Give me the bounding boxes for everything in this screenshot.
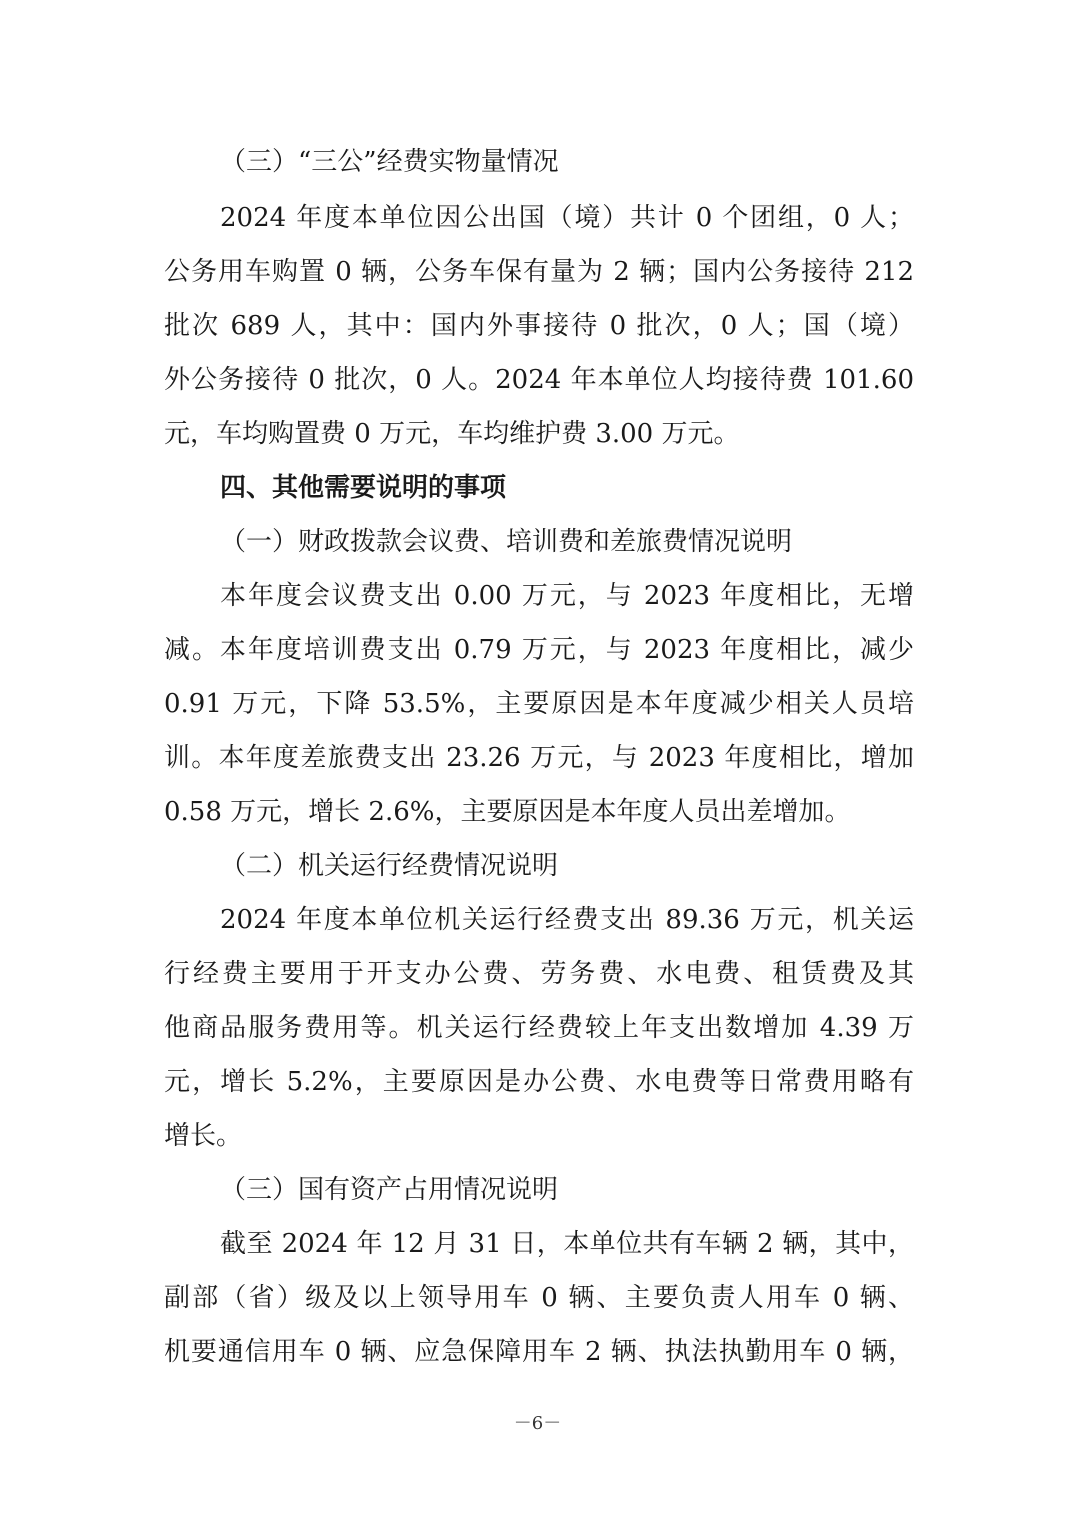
paragraph-line: 0.58 万元，增长 2.6%，主要原因是本年度人员出差增加。 bbox=[164, 797, 851, 827]
paragraph-line: 元，增长 5.2%，主要原因是办公费、水电费等日常费用略有 bbox=[164, 1067, 914, 1097]
paragraph-line: 截至 2024 年 12 月 31 日，本单位共有车辆 2 辆，其中， bbox=[220, 1229, 914, 1259]
page-number: －6－ bbox=[513, 1413, 562, 1434]
paragraph-line: 本年度会议费支出 0.00 万元，与 2023 年度相比，无增 bbox=[220, 581, 914, 611]
subsection-heading-operating-funds: （二）机关运行经费情况说明 bbox=[220, 851, 559, 881]
paragraph-line: 2024 年度本单位机关运行经费支出 89.36 万元，机关运 bbox=[220, 905, 914, 935]
paragraph-line: 批次 689 人，其中：国内外事接待 0 批次，0 人；国（境） bbox=[164, 311, 914, 341]
paragraph-line: 副部（省）级及以上领导用车 0 辆、主要负责人用车 0 辆、 bbox=[164, 1283, 914, 1313]
section-heading-sangong-physical: （三）“三公”经费实物量情况 bbox=[220, 147, 559, 177]
section-heading-four: 四、其他需要说明的事项 bbox=[220, 473, 507, 503]
paragraph-line: 他商品服务费用等。机关运行经费较上年支出数增加 4.39 万 bbox=[164, 1013, 914, 1043]
paragraph-line: 行经费主要用于开支办公费、劳务费、水电费、租赁费及其 bbox=[164, 959, 914, 989]
paragraph-line: 训。本年度差旅费支出 23.26 万元，与 2023 年度相比，增加 bbox=[164, 743, 914, 773]
paragraph-line: 外公务接待 0 批次，0 人。2024 年本单位人均接待费 101.60 bbox=[164, 365, 914, 395]
paragraph-line: 增长。 bbox=[164, 1121, 243, 1151]
paragraph-line: 机要通信用车 0 辆、应急保障用车 2 辆、执法执勤用车 0 辆， bbox=[164, 1337, 914, 1367]
subsection-heading-state-assets: （三）国有资产占用情况说明 bbox=[220, 1175, 559, 1205]
paragraph-line: 减。本年度培训费支出 0.79 万元，与 2023 年度相比，减少 bbox=[164, 635, 914, 665]
subsection-heading-meeting-training-travel: （一）财政拨款会议费、培训费和差旅费情况说明 bbox=[220, 527, 793, 557]
paragraph-line: 公务用车购置 0 辆，公务车保有量为 2 辆；国内公务接待 212 bbox=[164, 257, 914, 287]
paragraph-line: 元，车均购置费 0 万元，车均维护费 3.00 万元。 bbox=[164, 419, 740, 449]
paragraph-line: 2024 年度本单位因公出国（境）共计 0 个团组，0 人； bbox=[220, 203, 914, 233]
paragraph-line: 0.91 万元，下降 53.5%，主要原因是本年度减少相关人员培 bbox=[164, 689, 914, 719]
